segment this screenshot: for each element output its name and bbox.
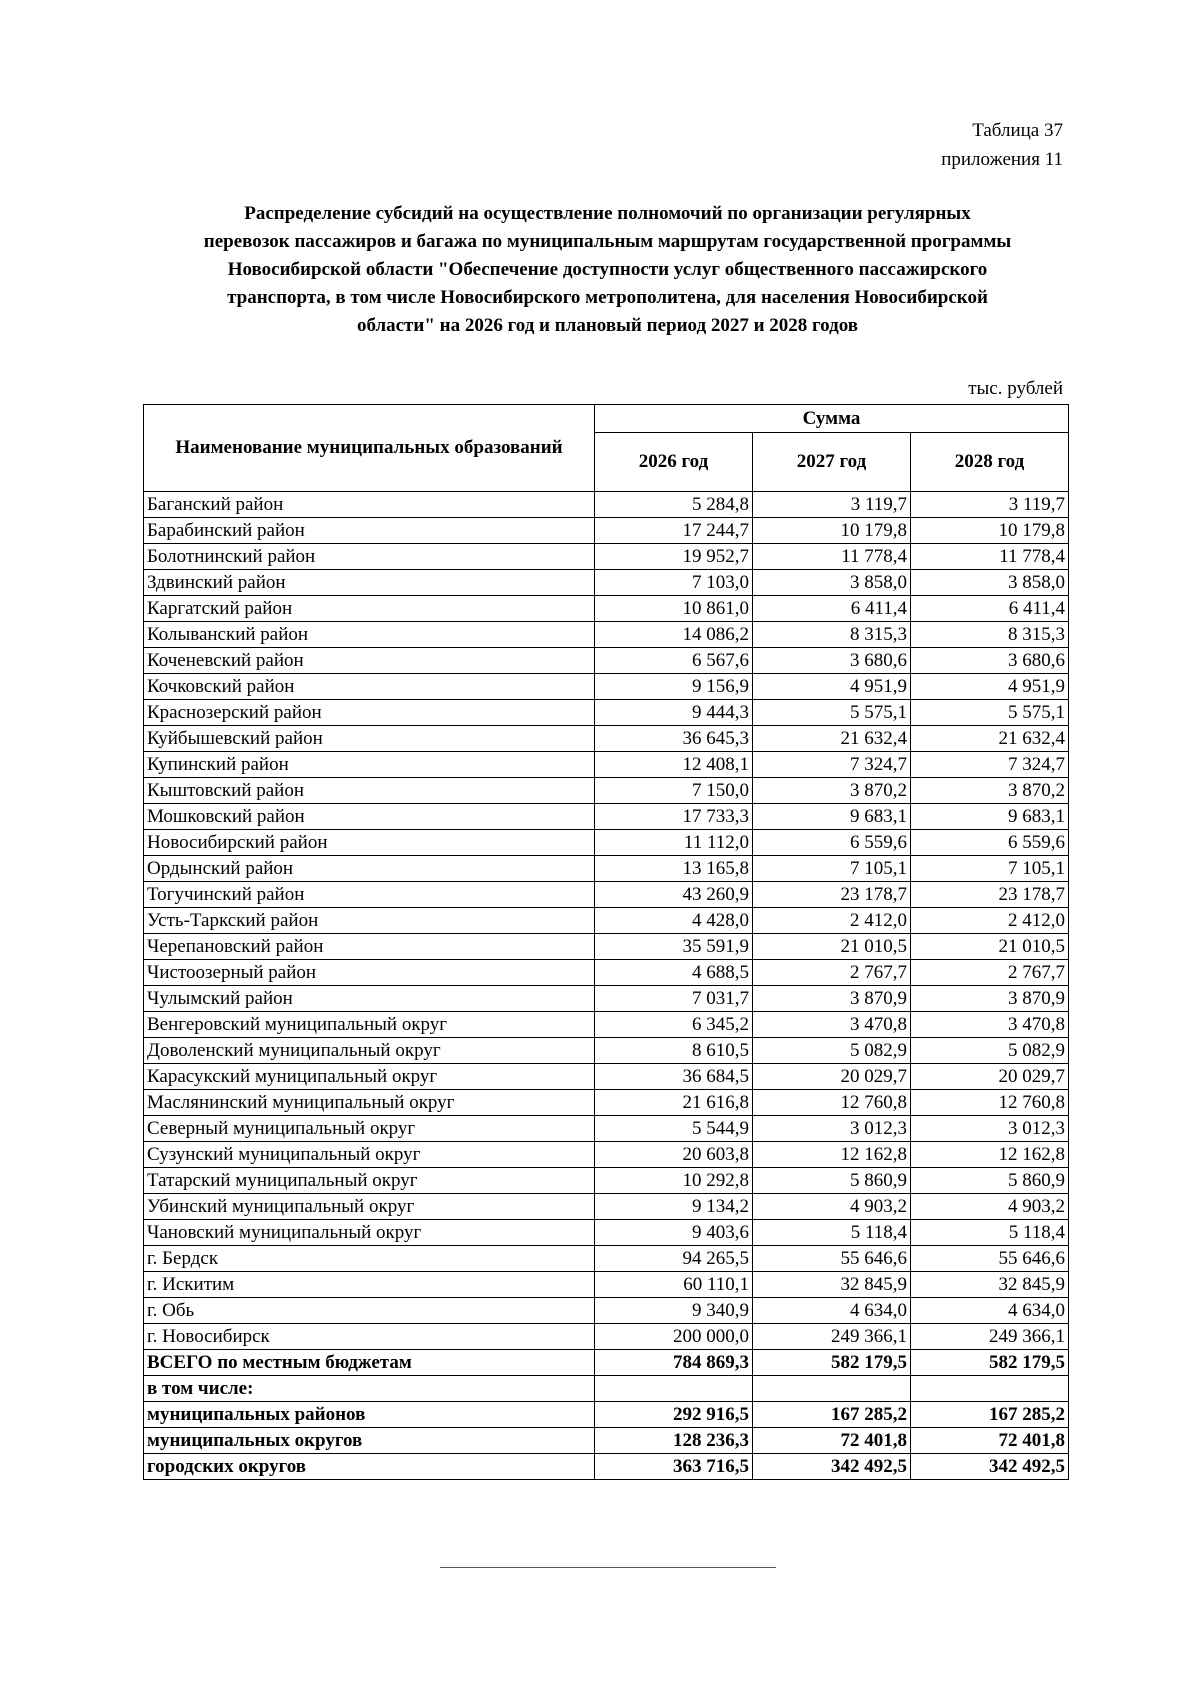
cell-2028: 21 010,5 xyxy=(911,934,1069,960)
cell-2027: 8 315,3 xyxy=(753,622,911,648)
cell-name: Каргатский район xyxy=(144,596,595,622)
cell-2028: 32 845,9 xyxy=(911,1272,1069,1298)
table-row xyxy=(144,1116,1069,1142)
cell-2027: 3 870,9 xyxy=(753,986,911,1012)
title-line: Распределение субсидий на осуществление полномочий по организации регулярных xyxy=(244,203,971,224)
cell-name: Купинский район xyxy=(144,752,595,778)
cell-2026: 4 428,0 xyxy=(595,908,753,934)
cell-2027: 11 778,4 xyxy=(753,544,911,570)
table-row xyxy=(144,1220,1069,1246)
table-row xyxy=(144,1246,1069,1272)
cell-2027: 5 860,9 xyxy=(753,1168,911,1194)
cell-2027: 4 634,0 xyxy=(753,1298,911,1324)
cell-2026: 11 112,0 xyxy=(595,830,753,856)
cell-2027: 7 324,7 xyxy=(753,752,911,778)
column-header-2028: 2028 год xyxy=(911,433,1069,492)
cell-2028: 20 029,7 xyxy=(911,1064,1069,1090)
cell-2027: 249 366,1 xyxy=(753,1324,911,1350)
table-number: Таблица 37 xyxy=(972,120,1063,141)
table-row xyxy=(144,804,1069,830)
cell-name: Здвинский район xyxy=(144,570,595,596)
cell-2026: 784 869,3 xyxy=(595,1350,753,1376)
cell-2027: 21 010,5 xyxy=(753,934,911,960)
cell-name: Новосибирский район xyxy=(144,830,595,856)
cell-2026: 9 156,9 xyxy=(595,674,753,700)
cell-name: Чановский муниципальный округ xyxy=(144,1220,595,1246)
title-line: области" на 2026 год и плановый период 2027 и 2028 годов xyxy=(356,315,859,336)
table-row xyxy=(144,752,1069,778)
subtotal-row xyxy=(144,1402,1069,1428)
cell-2028: 8 315,3 xyxy=(911,622,1069,648)
cell-2027: 3 012,3 xyxy=(753,1116,911,1142)
cell-2028: 3 858,0 xyxy=(911,570,1069,596)
cell-2028: 3 870,2 xyxy=(911,778,1069,804)
cell-2026: 19 952,7 xyxy=(595,544,753,570)
cell-2027: 7 105,1 xyxy=(753,856,911,882)
unit-label: тыс. рублей xyxy=(968,378,1063,399)
cell-2026: 43 260,9 xyxy=(595,882,753,908)
subtotal-row xyxy=(144,1454,1069,1480)
cell-2026: 9 444,3 xyxy=(595,700,753,726)
cell-2026: 35 591,9 xyxy=(595,934,753,960)
cell-2027: 582 179,5 xyxy=(753,1350,911,1376)
cell-2026: 7 103,0 xyxy=(595,570,753,596)
table-body xyxy=(144,492,1069,1480)
cell-2026: 6 345,2 xyxy=(595,1012,753,1038)
cell-2028: 3 012,3 xyxy=(911,1116,1069,1142)
cell-name: Мошковский район xyxy=(144,804,595,830)
column-header-2026: 2026 год xyxy=(595,433,753,492)
cell-2028: 72 401,8 xyxy=(911,1428,1069,1454)
cell-2028: 5 575,1 xyxy=(911,700,1069,726)
cell-2027: 2 767,7 xyxy=(753,960,911,986)
cell-name: Чистоозерный район xyxy=(144,960,595,986)
total-row xyxy=(144,1350,1069,1376)
cell-2026: 363 716,5 xyxy=(595,1454,753,1480)
table-row xyxy=(144,882,1069,908)
subsidy-table xyxy=(143,404,1069,1480)
cell-2028: 10 179,8 xyxy=(911,518,1069,544)
cell-2026: 6 567,6 xyxy=(595,648,753,674)
cell-2027: 3 680,6 xyxy=(753,648,911,674)
cell-2028: 342 492,5 xyxy=(911,1454,1069,1480)
table-row xyxy=(144,1298,1069,1324)
cell-name: Краснозерский район xyxy=(144,700,595,726)
cell-2027: 10 179,8 xyxy=(753,518,911,544)
cell-name: Усть-Таркский район xyxy=(144,908,595,934)
table-row xyxy=(144,830,1069,856)
cell-name: муниципальных округов xyxy=(144,1428,595,1454)
cell-2026: 36 645,3 xyxy=(595,726,753,752)
cell-2026: 292 916,5 xyxy=(595,1402,753,1428)
cell-name: Коченевский район xyxy=(144,648,595,674)
cell-2027: 5 118,4 xyxy=(753,1220,911,1246)
cell-2028: 2 767,7 xyxy=(911,960,1069,986)
including-row xyxy=(144,1376,1069,1402)
cell-2026: 4 688,5 xyxy=(595,960,753,986)
cell-2026: 36 684,5 xyxy=(595,1064,753,1090)
cell-2028: 5 118,4 xyxy=(911,1220,1069,1246)
table-row xyxy=(144,518,1069,544)
cell-2027: 6 559,6 xyxy=(753,830,911,856)
empty-cell xyxy=(753,1376,911,1402)
cell-name: Болотнинский район xyxy=(144,544,595,570)
cell-name: г. Обь xyxy=(144,1298,595,1324)
cell-2026: 7 150,0 xyxy=(595,778,753,804)
cell-2027: 5 575,1 xyxy=(753,700,911,726)
cell-2028: 21 632,4 xyxy=(911,726,1069,752)
cell-name: Ордынский район xyxy=(144,856,595,882)
cell-2027: 2 412,0 xyxy=(753,908,911,934)
column-header-sum: Сумма xyxy=(595,405,1069,433)
cell-name: Баганский район xyxy=(144,492,595,518)
cell-2027: 6 411,4 xyxy=(753,596,911,622)
table-row xyxy=(144,1324,1069,1350)
table-row xyxy=(144,1194,1069,1220)
cell-name: Татарский муниципальный округ xyxy=(144,1168,595,1194)
cell-2027: 3 470,8 xyxy=(753,1012,911,1038)
title-line: транспорта, в том числе Новосибирского метрополитена, для населения Новосибирской xyxy=(227,287,988,308)
cell-2028: 2 412,0 xyxy=(911,908,1069,934)
cell-2027: 23 178,7 xyxy=(753,882,911,908)
cell-2028: 7 105,1 xyxy=(911,856,1069,882)
cell-name: Доволенский муниципальный округ xyxy=(144,1038,595,1064)
cell-name: ВСЕГО по местным бюджетам xyxy=(144,1350,595,1376)
table-row xyxy=(144,1142,1069,1168)
cell-name: Кочковский район xyxy=(144,674,595,700)
cell-2028: 5 860,9 xyxy=(911,1168,1069,1194)
cell-2028: 249 366,1 xyxy=(911,1324,1069,1350)
table-row xyxy=(144,1012,1069,1038)
subtotal-row xyxy=(144,1428,1069,1454)
cell-name: Северный муниципальный округ xyxy=(144,1116,595,1142)
cell-2027: 21 632,4 xyxy=(753,726,911,752)
table-row xyxy=(144,570,1069,596)
column-header-name: Наименование муниципальных образований xyxy=(144,405,595,492)
cell-2028: 11 778,4 xyxy=(911,544,1069,570)
cell-name: городских округов xyxy=(144,1454,595,1480)
cell-2027: 3 870,2 xyxy=(753,778,911,804)
cell-name: Маслянинский муниципальный округ xyxy=(144,1090,595,1116)
table-row xyxy=(144,908,1069,934)
cell-2028: 582 179,5 xyxy=(911,1350,1069,1376)
cell-2027: 12 760,8 xyxy=(753,1090,911,1116)
cell-2026: 21 616,8 xyxy=(595,1090,753,1116)
cell-2028: 6 559,6 xyxy=(911,830,1069,856)
cell-name: Черепановский район xyxy=(144,934,595,960)
cell-2026: 7 031,7 xyxy=(595,986,753,1012)
column-header-2027: 2027 год xyxy=(753,433,911,492)
including-label: в том числе: xyxy=(144,1376,595,1402)
table-row xyxy=(144,596,1069,622)
cell-2028: 3 680,6 xyxy=(911,648,1069,674)
cell-name: г. Искитим xyxy=(144,1272,595,1298)
cell-2027: 12 162,8 xyxy=(753,1142,911,1168)
table-row xyxy=(144,934,1069,960)
cell-2026: 9 134,2 xyxy=(595,1194,753,1220)
table-row xyxy=(144,674,1069,700)
cell-2028: 3 470,8 xyxy=(911,1012,1069,1038)
cell-2026: 17 244,7 xyxy=(595,518,753,544)
table-row xyxy=(144,1272,1069,1298)
cell-2027: 167 285,2 xyxy=(753,1402,911,1428)
cell-2028: 5 082,9 xyxy=(911,1038,1069,1064)
table-row xyxy=(144,700,1069,726)
table-row xyxy=(144,726,1069,752)
document-title xyxy=(140,200,1075,340)
cell-2027: 72 401,8 xyxy=(753,1428,911,1454)
title-line: перевозок пассажиров и багажа по муниципальным маршрутам государственной программы xyxy=(203,231,1012,252)
cell-2026: 8 610,5 xyxy=(595,1038,753,1064)
cell-2026: 5 544,9 xyxy=(595,1116,753,1142)
table-row xyxy=(144,622,1069,648)
cell-name: муниципальных районов xyxy=(144,1402,595,1428)
cell-2027: 32 845,9 xyxy=(753,1272,911,1298)
cell-2026: 14 086,2 xyxy=(595,622,753,648)
cell-2027: 9 683,1 xyxy=(753,804,911,830)
cell-2028: 23 178,7 xyxy=(911,882,1069,908)
cell-2028: 167 285,2 xyxy=(911,1402,1069,1428)
cell-name: Барабинский район xyxy=(144,518,595,544)
table-row xyxy=(144,1090,1069,1116)
cell-name: Чулымский район xyxy=(144,986,595,1012)
cell-2027: 4 903,2 xyxy=(753,1194,911,1220)
cell-name: Убинский муниципальный округ xyxy=(144,1194,595,1220)
cell-name: г. Бердск xyxy=(144,1246,595,1272)
cell-2027: 3 119,7 xyxy=(753,492,911,518)
cell-2027: 3 858,0 xyxy=(753,570,911,596)
appendix-number: приложения 11 xyxy=(941,149,1063,170)
cell-2026: 10 861,0 xyxy=(595,596,753,622)
table-row xyxy=(144,1064,1069,1090)
cell-2028: 4 903,2 xyxy=(911,1194,1069,1220)
cell-2027: 342 492,5 xyxy=(753,1454,911,1480)
title-line: Новосибирской области "Обеспечение доступности услуг общественного пассажирского xyxy=(227,259,988,280)
cell-2026: 9 340,9 xyxy=(595,1298,753,1324)
cell-2026: 13 165,8 xyxy=(595,856,753,882)
cell-name: Колыванский район xyxy=(144,622,595,648)
table-row xyxy=(144,778,1069,804)
cell-2027: 55 646,6 xyxy=(753,1246,911,1272)
cell-2026: 60 110,1 xyxy=(595,1272,753,1298)
table-row xyxy=(144,492,1069,518)
footer-rule xyxy=(440,1567,776,1568)
table-row xyxy=(144,1038,1069,1064)
table-row xyxy=(144,986,1069,1012)
table-row xyxy=(144,544,1069,570)
cell-2026: 20 603,8 xyxy=(595,1142,753,1168)
cell-2026: 128 236,3 xyxy=(595,1428,753,1454)
table-reference xyxy=(941,116,1063,174)
cell-2026: 5 284,8 xyxy=(595,492,753,518)
cell-2026: 12 408,1 xyxy=(595,752,753,778)
cell-2028: 12 760,8 xyxy=(911,1090,1069,1116)
cell-2028: 6 411,4 xyxy=(911,596,1069,622)
cell-name: г. Новосибирск xyxy=(144,1324,595,1350)
cell-2026: 17 733,3 xyxy=(595,804,753,830)
cell-2028: 55 646,6 xyxy=(911,1246,1069,1272)
cell-name: Сузунский муниципальный округ xyxy=(144,1142,595,1168)
cell-name: Кыштовский район xyxy=(144,778,595,804)
table-row xyxy=(144,856,1069,882)
cell-2028: 4 951,9 xyxy=(911,674,1069,700)
empty-cell xyxy=(911,1376,1069,1402)
cell-2026: 200 000,0 xyxy=(595,1324,753,1350)
cell-2028: 3 119,7 xyxy=(911,492,1069,518)
cell-2028: 3 870,9 xyxy=(911,986,1069,1012)
table-row xyxy=(144,960,1069,986)
table-row xyxy=(144,648,1069,674)
cell-2028: 7 324,7 xyxy=(911,752,1069,778)
cell-2027: 20 029,7 xyxy=(753,1064,911,1090)
cell-2027: 4 951,9 xyxy=(753,674,911,700)
empty-cell xyxy=(595,1376,753,1402)
cell-2028: 12 162,8 xyxy=(911,1142,1069,1168)
cell-name: Куйбышевский район xyxy=(144,726,595,752)
cell-2026: 10 292,8 xyxy=(595,1168,753,1194)
table-row xyxy=(144,1168,1069,1194)
cell-2026: 94 265,5 xyxy=(595,1246,753,1272)
cell-2026: 9 403,6 xyxy=(595,1220,753,1246)
cell-2028: 4 634,0 xyxy=(911,1298,1069,1324)
cell-2027: 5 082,9 xyxy=(753,1038,911,1064)
cell-2028: 9 683,1 xyxy=(911,804,1069,830)
cell-name: Карасукский муниципальный округ xyxy=(144,1064,595,1090)
cell-name: Венгеровский муниципальный округ xyxy=(144,1012,595,1038)
cell-name: Тогучинский район xyxy=(144,882,595,908)
